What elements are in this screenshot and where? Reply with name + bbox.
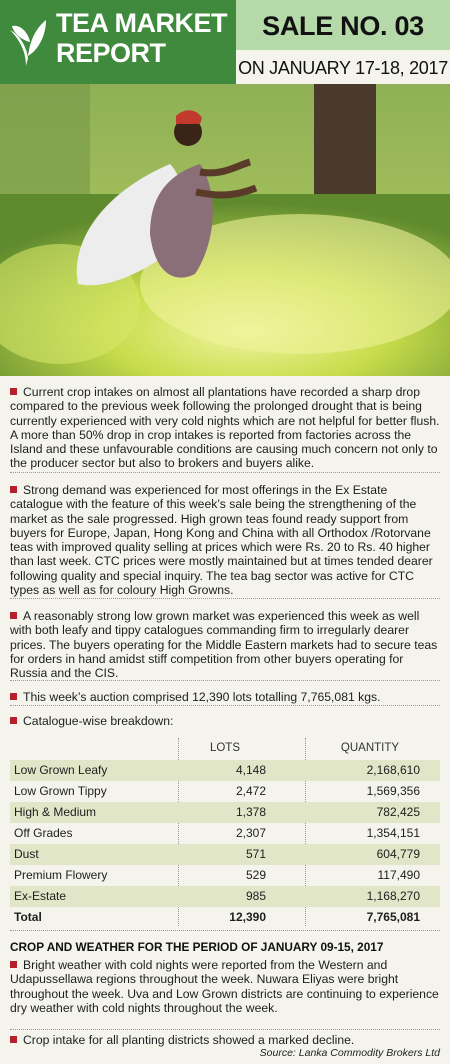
row-name: Dust (14, 847, 39, 861)
total-label: Total (14, 910, 42, 924)
table-header-row (10, 738, 440, 759)
header-lots: LOTS (209, 742, 241, 754)
row-lots: 985 (245, 889, 266, 903)
row-lots: 529 (245, 868, 266, 882)
row-quantity: 1,569,356 (366, 784, 420, 798)
table-row (10, 802, 440, 823)
divider (10, 1029, 440, 1030)
table-row (10, 865, 440, 886)
header-quantity: QUANTITY (340, 742, 400, 754)
paragraph-crop-decline (10, 1033, 440, 1047)
row-name: Premium Flowery (14, 868, 108, 882)
paragraph-text: Bright weather with cold nights were reported from the Western and Udapussellawa regions throughout the week. Nuwara Eliyas were bright throughout the week. Uva and Low Grown districts are continuing to experience dry weather with cold nights throughout the week. (10, 958, 439, 1015)
row-name: Low Grown Tippy (14, 784, 107, 798)
paragraph-text: A reasonably strong low grown market was experienced this week as well with both leafy and tippy catalogues commanding firm to irregularly dearer prices. The buyers operating for the Middle Eastern markets had to secure teas for orders in hand amidst stiff competition from other buyers operating for Russia and the CIS. (10, 609, 438, 681)
row-lots: 4,148 (235, 763, 266, 777)
bullet-icon (10, 961, 17, 968)
paragraph-text: Strong demand was experienced for most offerings in the Ex Estate catalogue with the feature of this week’s sale being the strengthening of the market as the sale progressed. High grown teas found ready support from buyers for Europe, Japan, Hong Kong and China with all Orthodox /Rotorvane teas with improved quality selling at prices which were Rs. 20 to Rs. 40 higher than last week. CTC prices were mostly maintained but at times tended dearer following quality and special inquiry. The tea bag sector was active for CTC types as well as for coloury High Growns. (10, 483, 433, 598)
paragraph-breakdown-intro (10, 714, 440, 728)
title-block (0, 0, 236, 84)
table-row (10, 823, 440, 844)
row-lots: 2,472 (235, 784, 266, 798)
paragraph-demand (10, 483, 440, 597)
row-quantity: 2,168,610 (366, 763, 420, 777)
bullet-icon (10, 486, 17, 493)
row-quantity: 1,168,270 (366, 889, 420, 903)
table-row (10, 844, 440, 865)
photo-illustration (0, 84, 450, 376)
paragraph-text: Crop intake for all planting districts showed a marked decline. (23, 1033, 355, 1047)
tea-plucker-photo (0, 84, 450, 376)
source-credit: Source: Lanka Commodity Brokers Ltd (259, 1047, 440, 1059)
title-line-2: REPORT (56, 38, 166, 68)
bullet-icon (10, 693, 17, 700)
date-block (236, 50, 450, 84)
bullet-icon (10, 1036, 17, 1043)
title-line-1: TEA MARKET (56, 8, 227, 38)
bullet-icon (10, 388, 17, 395)
paragraph-auction-total (10, 690, 440, 704)
row-lots: 571 (245, 847, 266, 861)
paragraph-low-grown (10, 609, 440, 680)
row-quantity: 782,425 (376, 805, 420, 819)
row-lots: 2,307 (235, 826, 266, 840)
paragraph-text: This week’s auction comprised 12,390 lots totalling 7,765,081 kgs. (23, 690, 381, 704)
paragraph-weather (10, 958, 440, 1015)
sale-number-block (236, 0, 450, 50)
table-row (10, 781, 440, 802)
row-name: Off Grades (14, 826, 73, 840)
sale-date: ON JANUARY 17-18, 2017 (238, 58, 448, 78)
bullet-icon (10, 717, 17, 724)
bullet-icon (10, 612, 17, 619)
divider (10, 472, 440, 473)
paragraph-text: Current crop intakes on almost all plantations have recorded a sharp drop compared to the previous week following the prolonged drought that is being currently experienced with very cold nights which are not helpful for better flush. A more than 50% drop in crop intakes is reported from factories across the Island and these unfavourable conditions are causing much concern not only to the producer sector but also to brokers and buyers alike. (10, 385, 440, 471)
report-title (56, 8, 232, 68)
total-lots: 12,390 (229, 910, 266, 924)
row-quantity: 604,779 (376, 847, 420, 861)
divider (10, 705, 440, 706)
row-lots: 1,378 (235, 805, 266, 819)
divider (10, 598, 440, 599)
divider (10, 930, 440, 931)
tea-leaf-icon (6, 16, 48, 68)
paragraph-text: Catalogue-wise breakdown: (23, 714, 174, 728)
row-name: Ex-Estate (14, 889, 67, 903)
total-quantity: 7,765,081 (366, 910, 420, 924)
paragraph-crop-intake (10, 385, 440, 471)
sale-number: SALE NO. 03 (262, 11, 424, 41)
report-header (0, 0, 450, 84)
table-row (10, 760, 440, 781)
table-row (10, 886, 440, 907)
table-total-row (10, 907, 440, 928)
weather-heading: CROP AND WEATHER FOR THE PERIOD OF JANUARY 09-15, 2017 (10, 940, 384, 954)
row-quantity: 117,490 (377, 868, 420, 882)
row-name: High & Medium (14, 805, 97, 819)
row-quantity: 1,354,151 (366, 826, 420, 840)
row-name: Low Grown Leafy (14, 763, 108, 777)
